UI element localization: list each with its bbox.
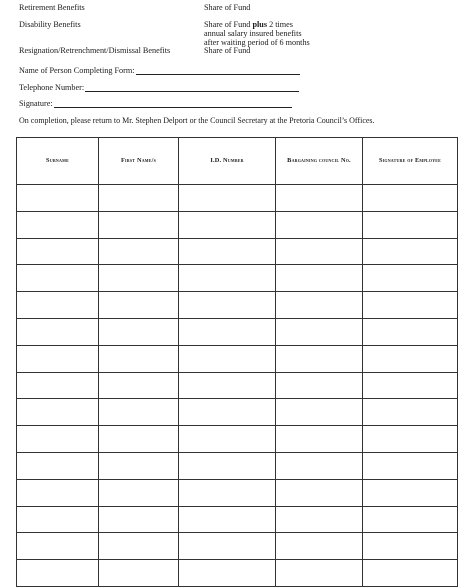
table-row <box>17 452 458 479</box>
table-cell[interactable] <box>17 399 99 426</box>
header-surname: Surname <box>17 138 99 185</box>
header-id-number: I.D. Number <box>179 138 276 185</box>
table-cell[interactable] <box>363 318 458 345</box>
table-row <box>17 345 458 372</box>
table-row <box>17 533 458 560</box>
table-row <box>17 479 458 506</box>
table-cell[interactable] <box>276 185 363 212</box>
table-cell[interactable] <box>276 238 363 265</box>
table-cell[interactable] <box>99 292 179 319</box>
table-cell[interactable] <box>17 426 99 453</box>
table-cell[interactable] <box>179 345 276 372</box>
table-cell[interactable] <box>276 533 363 560</box>
table-cell[interactable] <box>276 265 363 292</box>
table-row <box>17 292 458 319</box>
table-cell[interactable] <box>276 426 363 453</box>
table-row <box>17 399 458 426</box>
table-cell[interactable] <box>179 452 276 479</box>
table-cell[interactable] <box>99 399 179 426</box>
signature-line[interactable] <box>54 98 292 108</box>
table-cell[interactable] <box>17 318 99 345</box>
disability-benefits-value-line-3: after waiting period of 6 months <box>204 38 310 47</box>
table-cell[interactable] <box>99 560 179 587</box>
signature-label: Signature: <box>19 99 53 108</box>
telephone-label: Telephone Number: <box>19 83 85 92</box>
table-cell[interactable] <box>363 560 458 587</box>
table-cell[interactable] <box>363 185 458 212</box>
header-signature-of-employee: Signature of Employee <box>363 138 458 185</box>
table-cell[interactable] <box>276 211 363 238</box>
retirement-benefits-label: Retirement Benefits <box>19 3 85 12</box>
table-body <box>17 185 458 587</box>
table-cell[interactable] <box>17 265 99 292</box>
table-cell[interactable] <box>179 211 276 238</box>
table-cell[interactable] <box>363 345 458 372</box>
table-row <box>17 560 458 587</box>
table-cell[interactable] <box>17 506 99 533</box>
table-cell[interactable] <box>17 533 99 560</box>
disability-value-prefix: Share of Fund <box>204 20 253 29</box>
header-first-names: First Name/s <box>99 138 179 185</box>
table-cell[interactable] <box>179 372 276 399</box>
table-cell[interactable] <box>179 292 276 319</box>
table-cell[interactable] <box>99 533 179 560</box>
table-cell[interactable] <box>17 479 99 506</box>
table-cell[interactable] <box>179 265 276 292</box>
table-cell[interactable] <box>276 452 363 479</box>
table-cell[interactable] <box>179 318 276 345</box>
table-cell[interactable] <box>363 292 458 319</box>
table-cell[interactable] <box>99 506 179 533</box>
table-cell[interactable] <box>363 452 458 479</box>
table-header-row <box>17 138 458 185</box>
table-cell[interactable] <box>17 345 99 372</box>
table-row <box>17 238 458 265</box>
table-cell[interactable] <box>276 506 363 533</box>
table-row <box>17 372 458 399</box>
table-cell[interactable] <box>99 185 179 212</box>
table-cell[interactable] <box>276 292 363 319</box>
telephone-field[interactable] <box>19 82 299 92</box>
disability-value-bold: plus <box>252 20 268 29</box>
table-cell[interactable] <box>363 533 458 560</box>
table-cell[interactable] <box>276 560 363 587</box>
return-instruction: On completion, please return to Mr. Stephen Delport or the Council Secretary at the Pretoria Council’s Offices. <box>19 116 375 125</box>
table-row <box>17 318 458 345</box>
table-cell[interactable] <box>179 399 276 426</box>
table-cell[interactable] <box>99 265 179 292</box>
table-cell[interactable] <box>17 452 99 479</box>
table-cell[interactable] <box>276 399 363 426</box>
table-cell[interactable] <box>363 506 458 533</box>
table-cell[interactable] <box>99 318 179 345</box>
table-row <box>17 506 458 533</box>
table-cell[interactable] <box>363 265 458 292</box>
table-cell[interactable] <box>276 372 363 399</box>
table-cell[interactable] <box>17 185 99 212</box>
disability-benefits-label: Disability Benefits <box>19 20 81 29</box>
person-completing-line[interactable] <box>136 65 300 75</box>
table-cell[interactable] <box>99 345 179 372</box>
table-cell[interactable] <box>99 211 179 238</box>
table-row <box>17 185 458 212</box>
table-cell[interactable] <box>179 238 276 265</box>
table-cell[interactable] <box>17 238 99 265</box>
person-completing-label: Name of Person Completing Form: <box>19 66 135 75</box>
table-row <box>17 265 458 292</box>
table-cell[interactable] <box>363 238 458 265</box>
table-cell[interactable] <box>179 426 276 453</box>
person-completing-field[interactable] <box>19 65 300 75</box>
retirement-benefits-value: Share of Fund <box>204 3 251 12</box>
table-cell[interactable] <box>179 185 276 212</box>
table-cell[interactable] <box>17 560 99 587</box>
table-cell[interactable] <box>17 211 99 238</box>
telephone-line[interactable] <box>85 82 299 92</box>
table-cell[interactable] <box>363 372 458 399</box>
table-cell[interactable] <box>99 426 179 453</box>
table-row <box>17 426 458 453</box>
resignation-benefits-value: Share of Fund <box>204 46 251 55</box>
resignation-benefits-label: Resignation/Retrenchment/Dismissal Benefits <box>19 46 171 55</box>
table-cell[interactable] <box>276 318 363 345</box>
disability-value-suffix: 2 times <box>267 20 293 29</box>
signature-field[interactable] <box>19 98 292 108</box>
table-cell[interactable] <box>17 372 99 399</box>
table-cell[interactable] <box>99 479 179 506</box>
table-cell[interactable] <box>363 426 458 453</box>
table-cell[interactable] <box>17 292 99 319</box>
table-cell[interactable] <box>276 479 363 506</box>
table-cell[interactable] <box>363 479 458 506</box>
header-bargaining-council-no: Bargaining council No. <box>276 138 363 185</box>
table-row <box>17 211 458 238</box>
table-cell[interactable] <box>99 238 179 265</box>
disability-benefits-value-line-2: annual salary insured benefits <box>204 29 302 38</box>
table-cell[interactable] <box>179 506 276 533</box>
table-cell[interactable] <box>179 479 276 506</box>
employee-table <box>16 137 458 587</box>
table-cell[interactable] <box>99 452 179 479</box>
table-cell[interactable] <box>179 533 276 560</box>
table-cell[interactable] <box>276 345 363 372</box>
table-cell[interactable] <box>363 399 458 426</box>
table-cell[interactable] <box>179 560 276 587</box>
table-cell[interactable] <box>363 211 458 238</box>
table-cell[interactable] <box>99 372 179 399</box>
